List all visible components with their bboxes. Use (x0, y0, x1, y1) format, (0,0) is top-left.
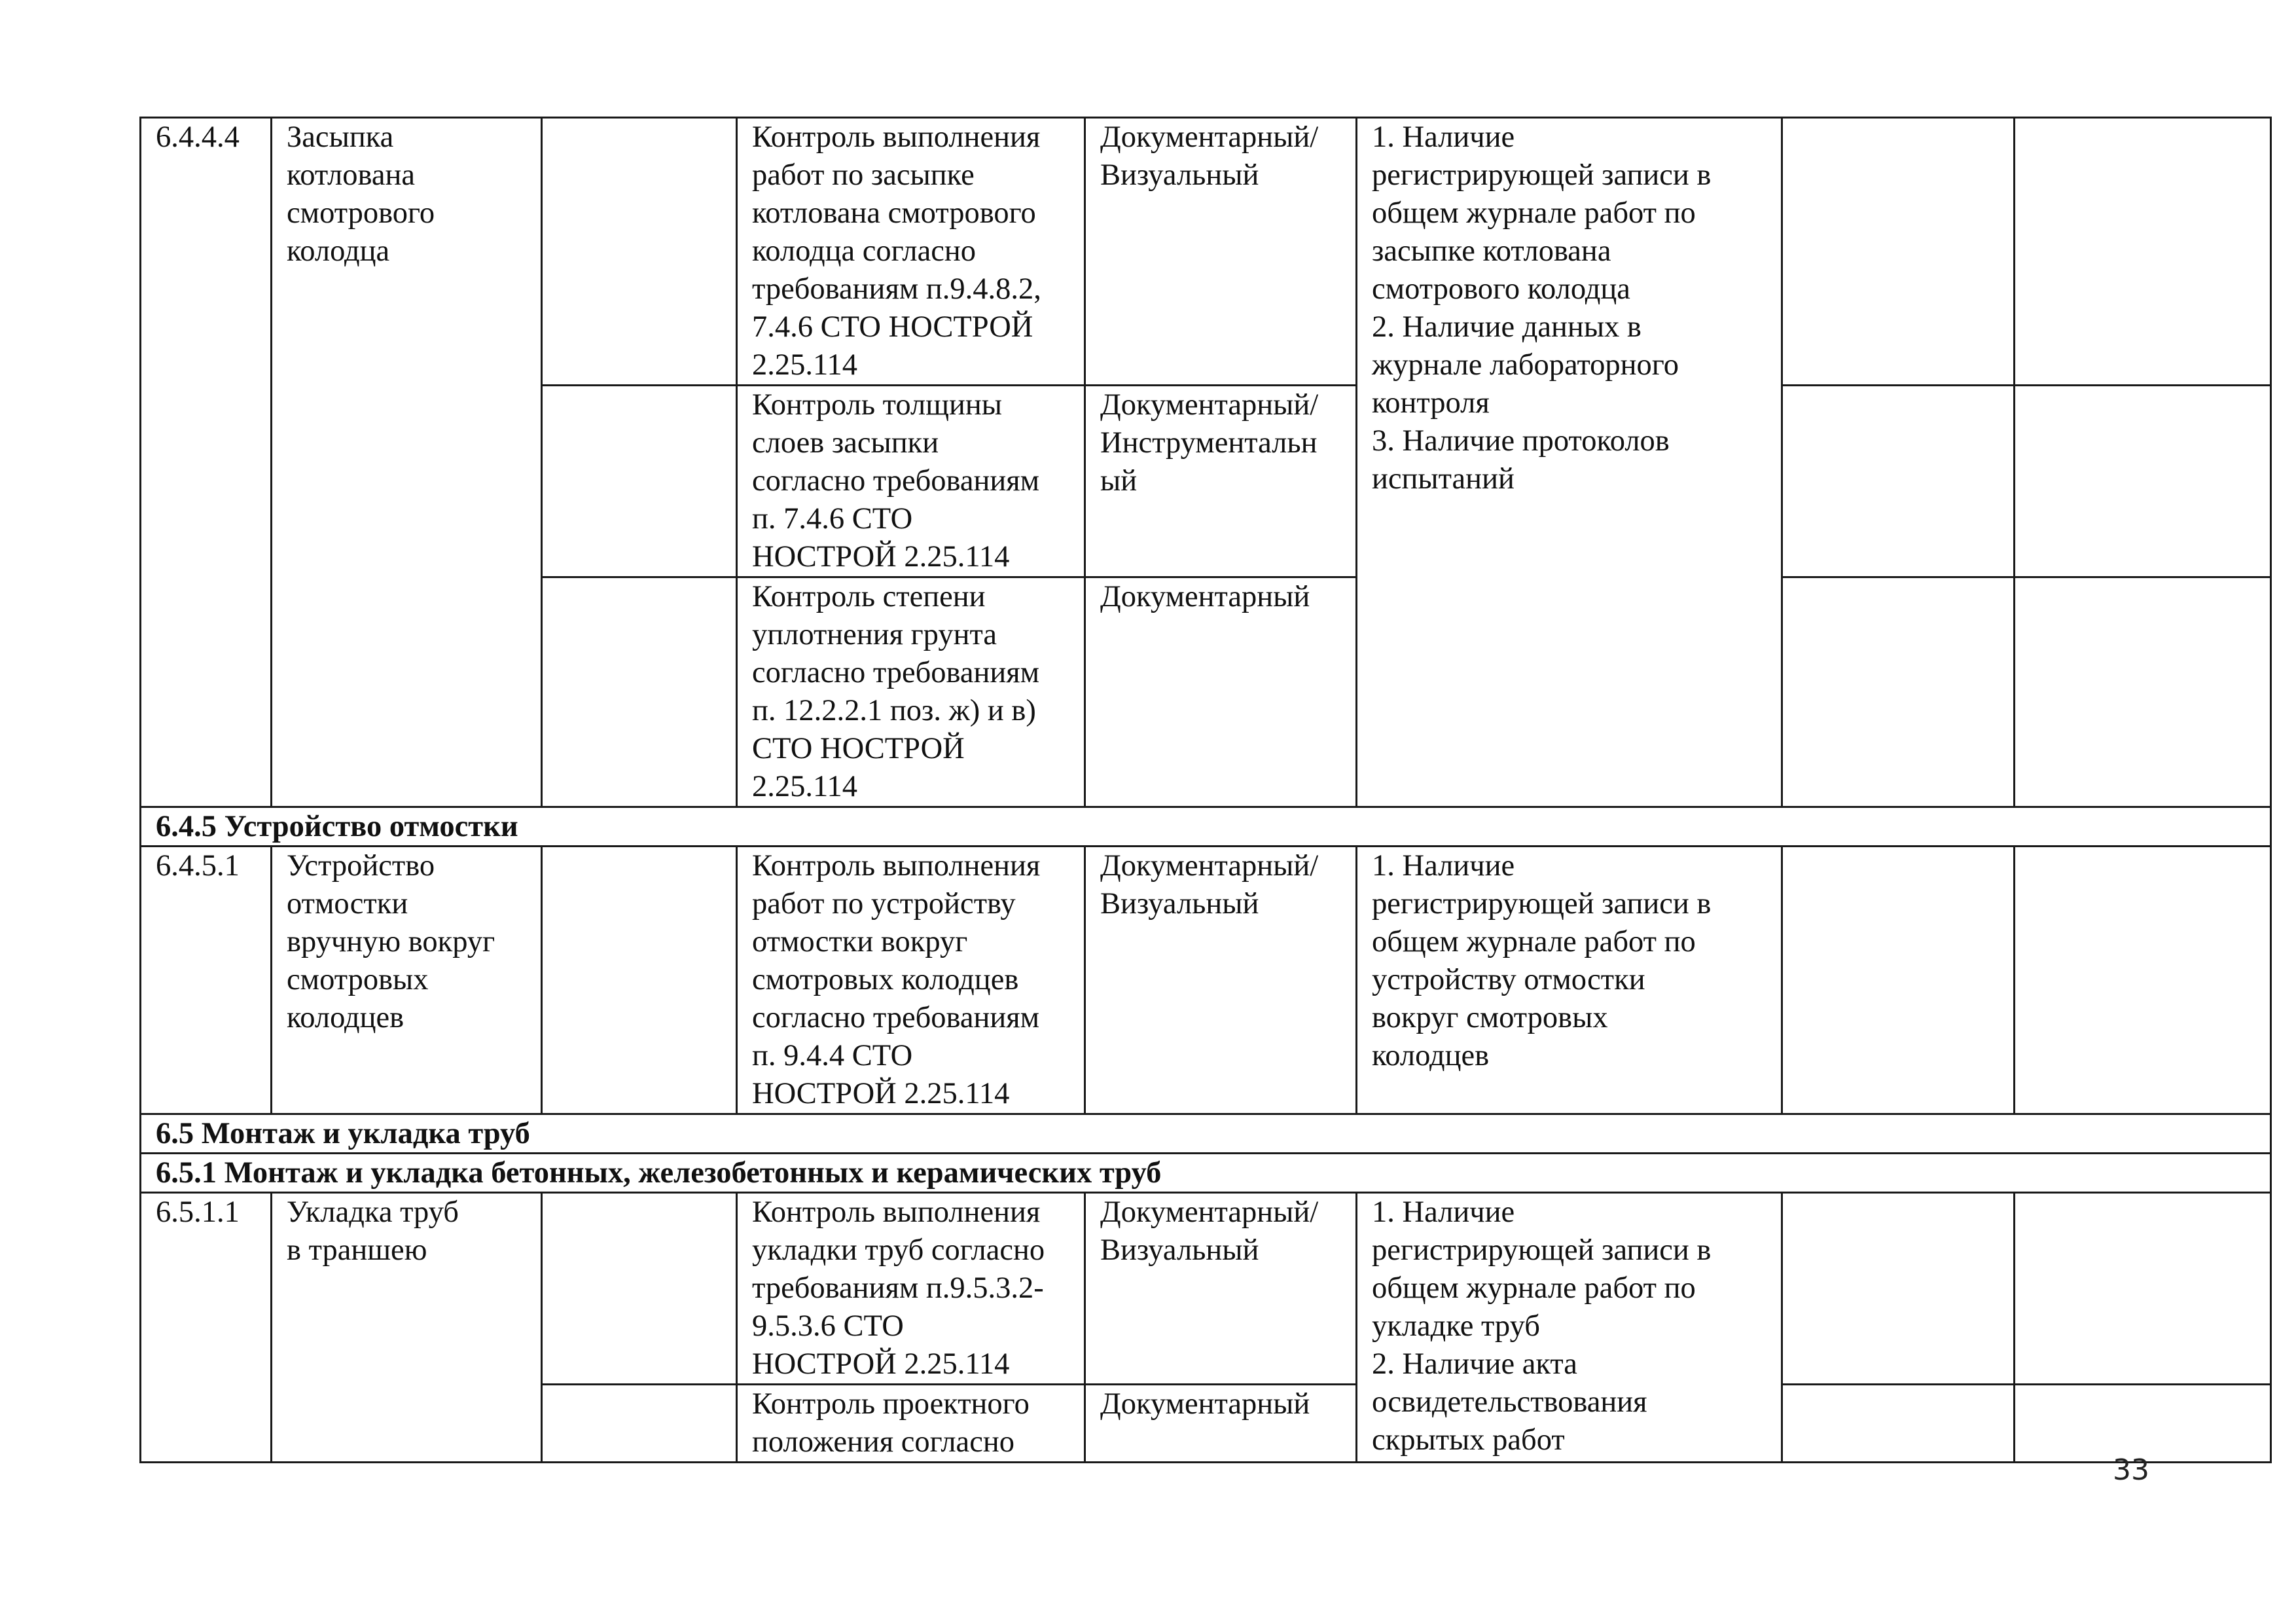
empty-cell (542, 847, 737, 1114)
empty-cell (2015, 118, 2271, 386)
empty-cell (2015, 847, 2271, 1114)
control-requirement: Контроль выполнения работ по засыпке котлована смотрового колодца согласно требованиям п.9.4.8.2, 7.4.6 СТО НОСТРОЙ 2.25.114 (737, 118, 1085, 386)
empty-cell (1782, 1385, 2015, 1463)
page-number: 33 (2113, 1453, 2149, 1487)
item-number: 6.4.4.4 (141, 118, 272, 807)
documentation-list: 1. Наличие регистрирующей записи в общем журнале работ по укладке труб 2. Наличие акта освидетельствования скрытых работ (1357, 1193, 1782, 1463)
documentation-list: 1. Наличие регистрирующей записи в общем журнале работ по засыпке котлована смотрового колодца 2. Наличие данных в журнале лабораторного контроля 3. Наличие протоколов испытаний (1357, 118, 1782, 807)
section-row (141, 807, 2271, 847)
empty-cell (1782, 577, 2015, 807)
section-row (141, 1154, 2271, 1193)
control-requirement: Контроль толщины слоев засыпки согласно требованиям п. 7.4.6 СТО НОСТРОЙ 2.25.114 (737, 386, 1085, 577)
item-number: 6.4.5.1 (141, 847, 272, 1114)
work-name: Устройство отмостки вручную вокруг смотровых колодцев (272, 847, 542, 1114)
work-name: Укладка труб в траншею (272, 1193, 542, 1463)
section-row (141, 1114, 2271, 1154)
empty-cell (2015, 386, 2271, 577)
control-requirement: Контроль выполнения работ по устройству отмостки вокруг смотровых колодцев согласно требованиям п. 9.4.4 СТО НОСТРОЙ 2.25.114 (737, 847, 1085, 1114)
table-row (141, 847, 2271, 1114)
control-requirement: Контроль выполнения укладки труб согласно требованиям п.9.5.3.2- 9.5.3.6 СТО НОСТРОЙ 2.25.114 (737, 1193, 1085, 1385)
item-number: 6.5.1.1 (141, 1193, 272, 1463)
empty-cell (542, 386, 737, 577)
control-method: Документарный/ Визуальный (1085, 118, 1357, 386)
empty-cell (542, 1193, 737, 1385)
empty-cell (1782, 1193, 2015, 1385)
documentation-list: 1. Наличие регистрирующей записи в общем журнале работ по устройству отмостки вокруг смотровых колодцев (1357, 847, 1782, 1114)
work-name: Засыпка котлована смотрового колодца (272, 118, 542, 807)
control-method: Документарный (1085, 577, 1357, 807)
empty-cell (2015, 1385, 2271, 1463)
section-heading: 6.4.5 Устройство отмостки (141, 807, 2271, 847)
table-row (141, 118, 2271, 386)
empty-cell (542, 577, 737, 807)
control-requirement: Контроль проектного положения согласно (737, 1385, 1085, 1463)
control-requirement: Контроль степени уплотнения грунта согласно требованиям п. 12.2.2.1 поз. ж) и в) СТО НОСТРОЙ 2.25.114 (737, 577, 1085, 807)
empty-cell (1782, 847, 2015, 1114)
empty-cell (542, 1385, 737, 1463)
empty-cell (542, 118, 737, 386)
section-heading: 6.5.1 Монтаж и укладка бетонных, железобетонных и керамических труб (141, 1154, 2271, 1193)
empty-cell (2015, 1193, 2271, 1385)
empty-cell (2015, 577, 2271, 807)
empty-cell (1782, 386, 2015, 577)
control-method: Документарный/ Визуальный (1085, 1193, 1357, 1385)
control-table (139, 117, 2272, 1463)
section-heading: 6.5 Монтаж и укладка труб (141, 1114, 2271, 1154)
empty-cell (1782, 118, 2015, 386)
control-method: Документарный/ Визуальный (1085, 847, 1357, 1114)
table-row (141, 1193, 2271, 1385)
control-method: Документарный (1085, 1385, 1357, 1463)
control-method: Документарный/ Инструментальн ый (1085, 386, 1357, 577)
